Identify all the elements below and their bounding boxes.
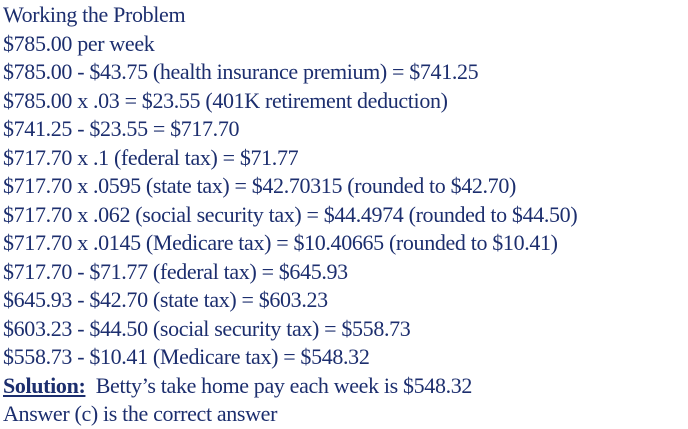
calc-line-weekly-pay: $785.00 per week — [3, 30, 155, 56]
solution-text: Betty’s take home pay each week is $548.32 — [85, 372, 473, 398]
solution-line — [3, 372, 685, 401]
calc-line-minus-state: $645.93 - $42.70 (state tax) = $603.23 — [3, 287, 328, 312]
heading: Working the Problem — [3, 2, 186, 27]
calc-line-state-tax: $717.70 x .0595 (state tax) = $42.70315 (rounded to $42.70) — [3, 173, 516, 198]
calc-line-federal-tax: $717.70 x .1 (federal tax) = $71.77 — [3, 144, 299, 170]
calc-line-minus-federal: $717.70 - $71.77 (federal tax) = $645.93 — [3, 258, 348, 284]
solution-label: Solution: — [3, 372, 86, 398]
calc-line-health-insurance: $785.00 - $43.75 (health insurance premium) = $741.25 — [3, 59, 479, 84]
answer-line: Answer (c) is the correct answer — [3, 401, 278, 426]
worked-solution — [3, 1, 685, 429]
calc-line-minus-medicare: $558.73 - $10.41 (Medicare tax) = $548.32 — [3, 344, 370, 369]
calc-line-medicare-tax: $717.70 x .0145 (Medicare tax) = $10.40665 (rounded to $10.41) — [3, 230, 558, 255]
calc-line-minus-social-security: $603.23 - $44.50 (social security tax) = $558.73 — [3, 315, 411, 341]
calc-line-taxable-income: $741.25 - $23.55 = $717.70 — [3, 116, 240, 141]
calc-line-401k: $785.00 x .03 = $23.55 (401K retirement deduction) — [3, 87, 448, 113]
calc-line-social-security-tax: $717.70 x .062 (social security tax) = $44.4974 (rounded to $44.50) — [3, 201, 578, 227]
